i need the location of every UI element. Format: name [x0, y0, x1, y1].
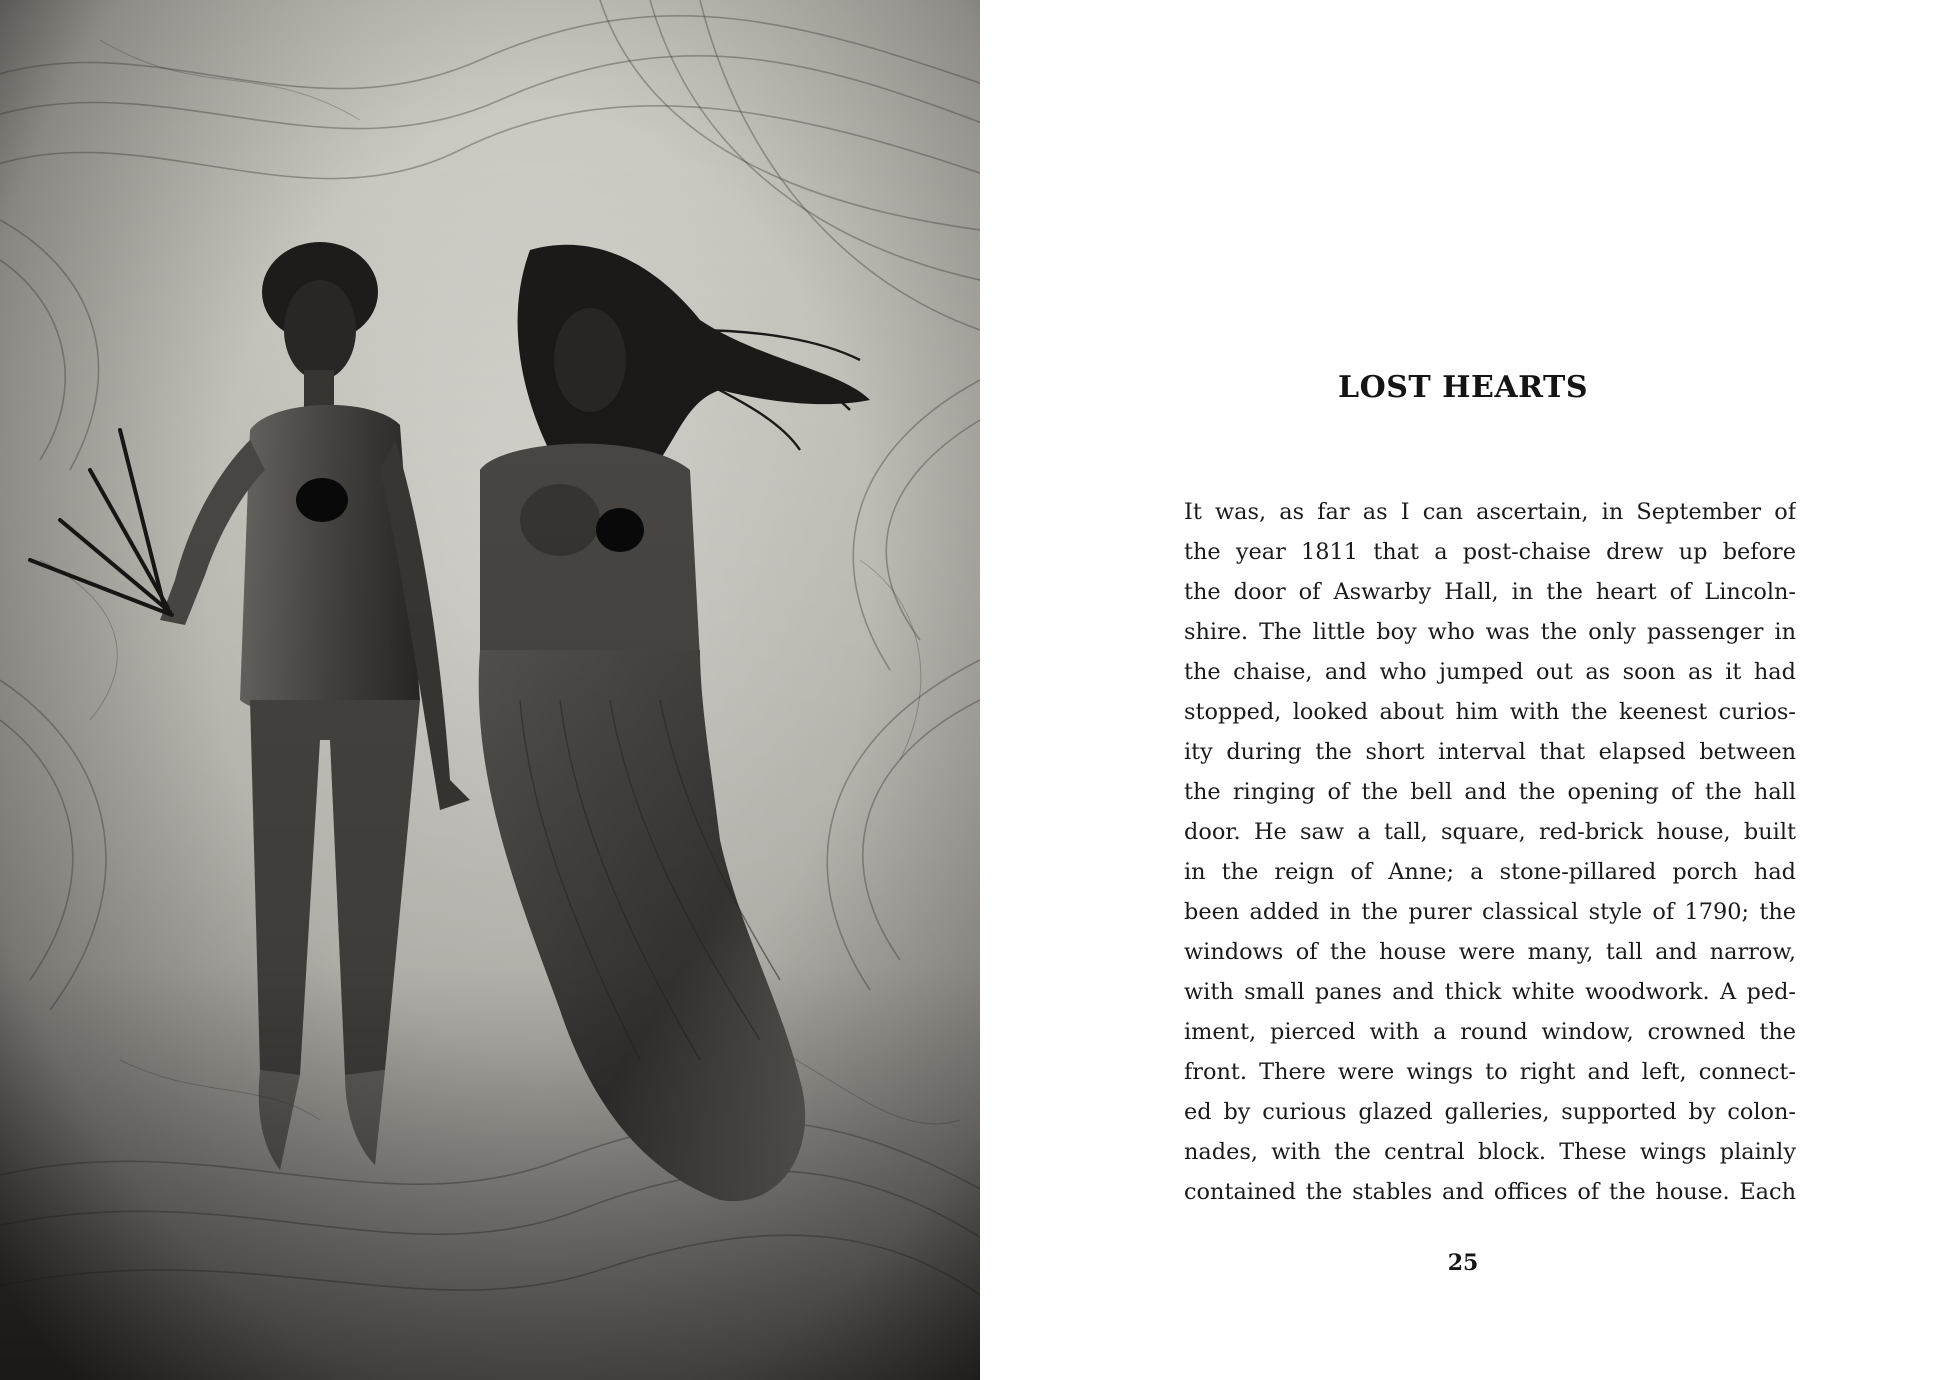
text-line: iment, pierced with a round window, crowned the: [1184, 1019, 1796, 1045]
text-line: door. He saw a tall, square, red-brick house, built: [1184, 819, 1796, 845]
page-number: 25: [1447, 1250, 1479, 1276]
text-line: shire. The little boy who was the only passenger in: [1184, 619, 1796, 645]
text-line: nades, with the central block. These wings plainly: [1184, 1139, 1796, 1165]
text-page: [980, 0, 1946, 1380]
story-body: [1184, 492, 1796, 1212]
text-line: ed by curious glazed galleries, supported by colon-: [1184, 1099, 1796, 1125]
text-line: contained the stables and offices of the house. Each: [1184, 1179, 1796, 1205]
text-line: ity during the short interval that elapsed between: [1184, 739, 1796, 765]
text-line: in the reign of Anne; a stone-pillared porch had: [1184, 859, 1796, 885]
text-line: with small panes and thick white woodwork. A ped-: [1184, 979, 1796, 1005]
text-line: front. There were wings to right and left, connect-: [1184, 1059, 1796, 1085]
text-line: the chaise, and who jumped out as soon as it had: [1184, 659, 1796, 685]
text-line: stopped, looked about him with the keenest curios-: [1184, 699, 1796, 725]
story-title: LOST HEARTS: [1337, 370, 1589, 405]
text-line: It was, as far as I can ascertain, in September of: [1184, 499, 1796, 525]
text-line: been added in the purer classical style of 1790; the: [1184, 899, 1796, 925]
text-line: windows of the house were many, tall and narrow,: [1184, 939, 1796, 965]
text-line: the door of Aswarby Hall, in the heart of Lincoln-: [1184, 579, 1796, 605]
text-line: the ringing of the bell and the opening of the hall: [1184, 779, 1796, 805]
text-line: the year 1811 that a post-chaise drew up before: [1184, 539, 1796, 565]
